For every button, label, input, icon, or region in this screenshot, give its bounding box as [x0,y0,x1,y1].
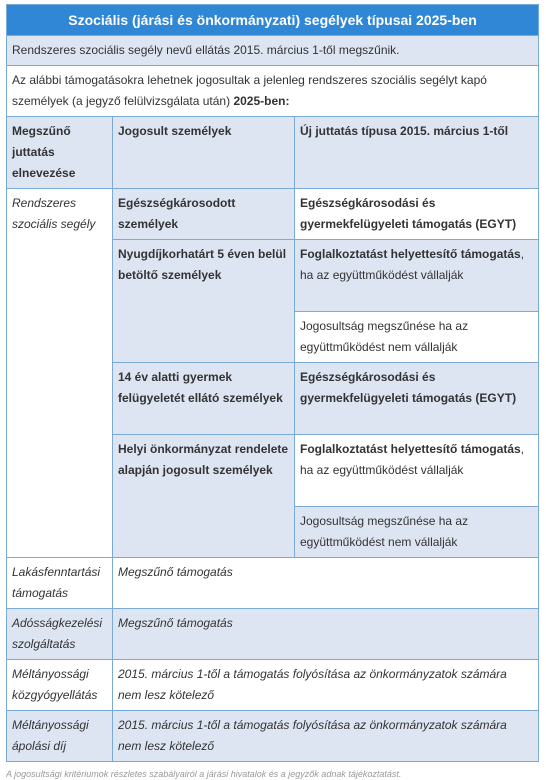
table-row [7,189,539,240]
new-benefit-rest: , ha az együttműködést vállalják [300,247,525,282]
eligible-person: Helyi önkormányzat rendelete alapján jogosult személyek [113,435,295,558]
intro-text-2 [7,66,539,117]
new-benefit-rest: , ha az együttműködést vállalják [300,442,525,477]
benefit-status: 2015. március 1-től a támogatás folyósítása az önkormányzatok számára nem lesz kötelező [113,711,539,762]
intro-text-2-year: 2025-ben: [233,94,290,108]
title-row [7,5,539,36]
new-benefit-bold: Foglalkoztatást helyettesítő támogatás [300,442,521,456]
intro-row-2 [7,66,539,117]
footer-note: A jogosultsági kritériumok részletes szabályairól a járási hivatalok és a jegyzők adnak tájékoztatást. [6,769,402,779]
benefit-alternative: Jogosultság megszűnése ha az együttműködést nem vállalják [295,312,539,363]
benefit-name: Méltányossági ápolási díj [7,711,113,762]
benefit-name-rendszeres: Rendszeres szociális segély [7,189,113,558]
new-benefit-bold: Foglalkoztatást helyettesítő támogatás [300,247,521,261]
benefit-status: Megszűnő támogatás [113,609,539,660]
benefits-table-container [6,4,538,762]
benefit-alternative: Jogosultság megszűnése ha az együttműködést nem vállalják [295,507,539,558]
eligible-person: Nyugdíjkorhatárt 5 éven belül betöltő személyek [113,240,295,363]
new-benefit [295,435,539,507]
eligible-person: Egészségkárosodott személyek [113,189,295,240]
table-row [7,558,539,609]
benefit-name: Adósságkezelési szolgáltatás [7,609,113,660]
header-new-benefit: Új juttatás típusa 2015. március 1-től [295,117,539,189]
benefits-table [6,4,539,762]
table-row [7,711,539,762]
eligible-person: 14 év alatti gyermek felügyeletét ellátó személyek [113,363,295,435]
table-title: Szociális (járási és önkormányzati) segélyek típusai 2025-ben [7,5,539,36]
new-benefit: Egészségkárosodási és gyermekfelügyeleti támogatás (EGYT) [295,363,539,435]
intro-text-2-main: Az alábbi támogatásokra lehetnek jogosultak a jelenleg rendszeres szociális segélyt kapó személyek (a jegyző felülvizsgálata után) [12,73,487,108]
table-row [7,609,539,660]
benefit-status: Megszűnő támogatás [113,558,539,609]
table-row [7,660,539,711]
benefit-status: 2015. március 1-től a támogatás folyósítása az önkormányzatok számára nem lesz kötelező [113,660,539,711]
header-cancelled-benefit: Megszűnő juttatás elnevezése [7,117,113,189]
intro-text-1: Rendszeres szociális segély nevű ellátás 2015. március 1-től megszűnik. [7,36,539,66]
benefit-name: Lakásfenntartási támogatás [7,558,113,609]
header-row [7,117,539,189]
new-benefit: Egészségkárosodási és gyermekfelügyeleti támogatás (EGYT) [295,189,539,240]
header-eligible-persons: Jogosult személyek [113,117,295,189]
benefit-name: Méltányossági közgyógyellátás [7,660,113,711]
new-benefit [295,240,539,312]
intro-row-1 [7,36,539,66]
